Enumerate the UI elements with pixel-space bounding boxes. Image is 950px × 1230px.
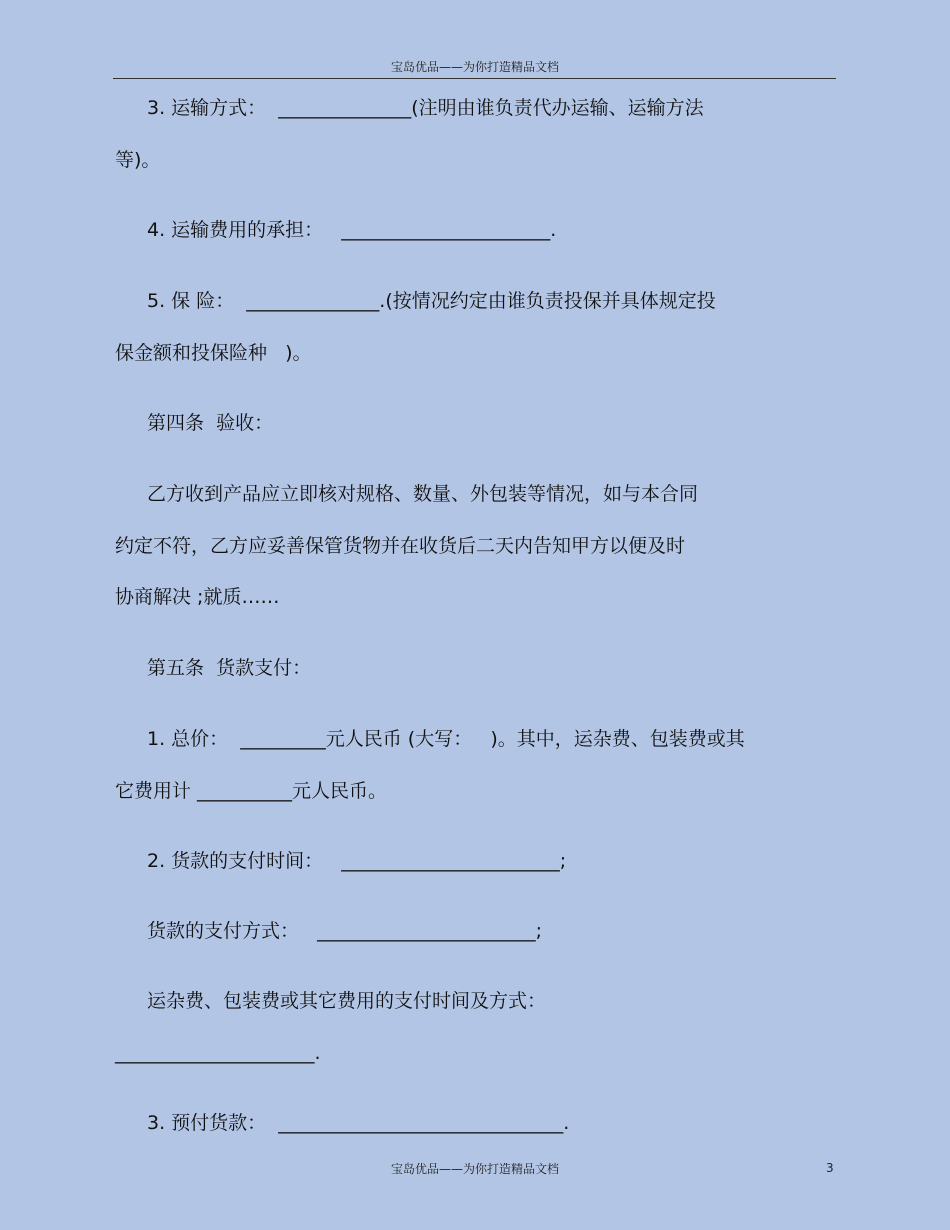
clause-prepayment: 3. 预付货款： ______________________________. [147, 1112, 570, 1134]
page-footer: 宝岛优品——为你打造精品文档 [390, 1162, 559, 1176]
clause-transport-cost: 4. 运输费用的承担： ______________________. [147, 219, 557, 241]
header-divider [113, 78, 836, 79]
acceptance-paragraph-line3: 协商解决 ;就质…… [115, 586, 280, 608]
clause-transport-method: 3. 运输方式： ______________(注明由谁负责代办运输、运输方法 [147, 97, 704, 119]
article-five-heading: 第五条 货款支付： [147, 657, 312, 679]
acceptance-paragraph-line2: 约定不符，乙方应妥善保管货物并在收货后二天内告知甲方以便及时 [115, 535, 686, 557]
clause-insurance-cont: 保金额和投保险种 )。 [115, 342, 312, 364]
page-header: 宝岛优品——为你打造精品文档 [390, 60, 559, 74]
clause-other-fees: 运杂费、包装费或其它费用的支付时间及方式： [147, 990, 547, 1012]
page-number: 3 [826, 1161, 834, 1175]
clause-total-price-cont: 它费用计 __________元人民币。 [115, 780, 388, 802]
clause-transport-method-cont: 等)。 [115, 149, 161, 171]
clause-insurance: 5. 保 险： ______________.(按情况约定由谁负责投保并具体规定投 [147, 290, 716, 312]
clause-payment-method: 货款的支付方式： _______________________; [147, 920, 543, 942]
clause-payment-time: 2. 货款的支付时间： _______________________; [147, 850, 567, 872]
clause-other-fees-blank: _____________________. [115, 1042, 321, 1064]
acceptance-paragraph-line1: 乙方收到产品应立即核对规格、数量、外包装等情况，如与本合同 [147, 483, 699, 505]
article-four-heading: 第四条 验收： [147, 412, 274, 434]
clause-total-price: 1. 总价： _________元人民币 (大写： )。其中，运杂费、包装费或其 [147, 728, 745, 750]
